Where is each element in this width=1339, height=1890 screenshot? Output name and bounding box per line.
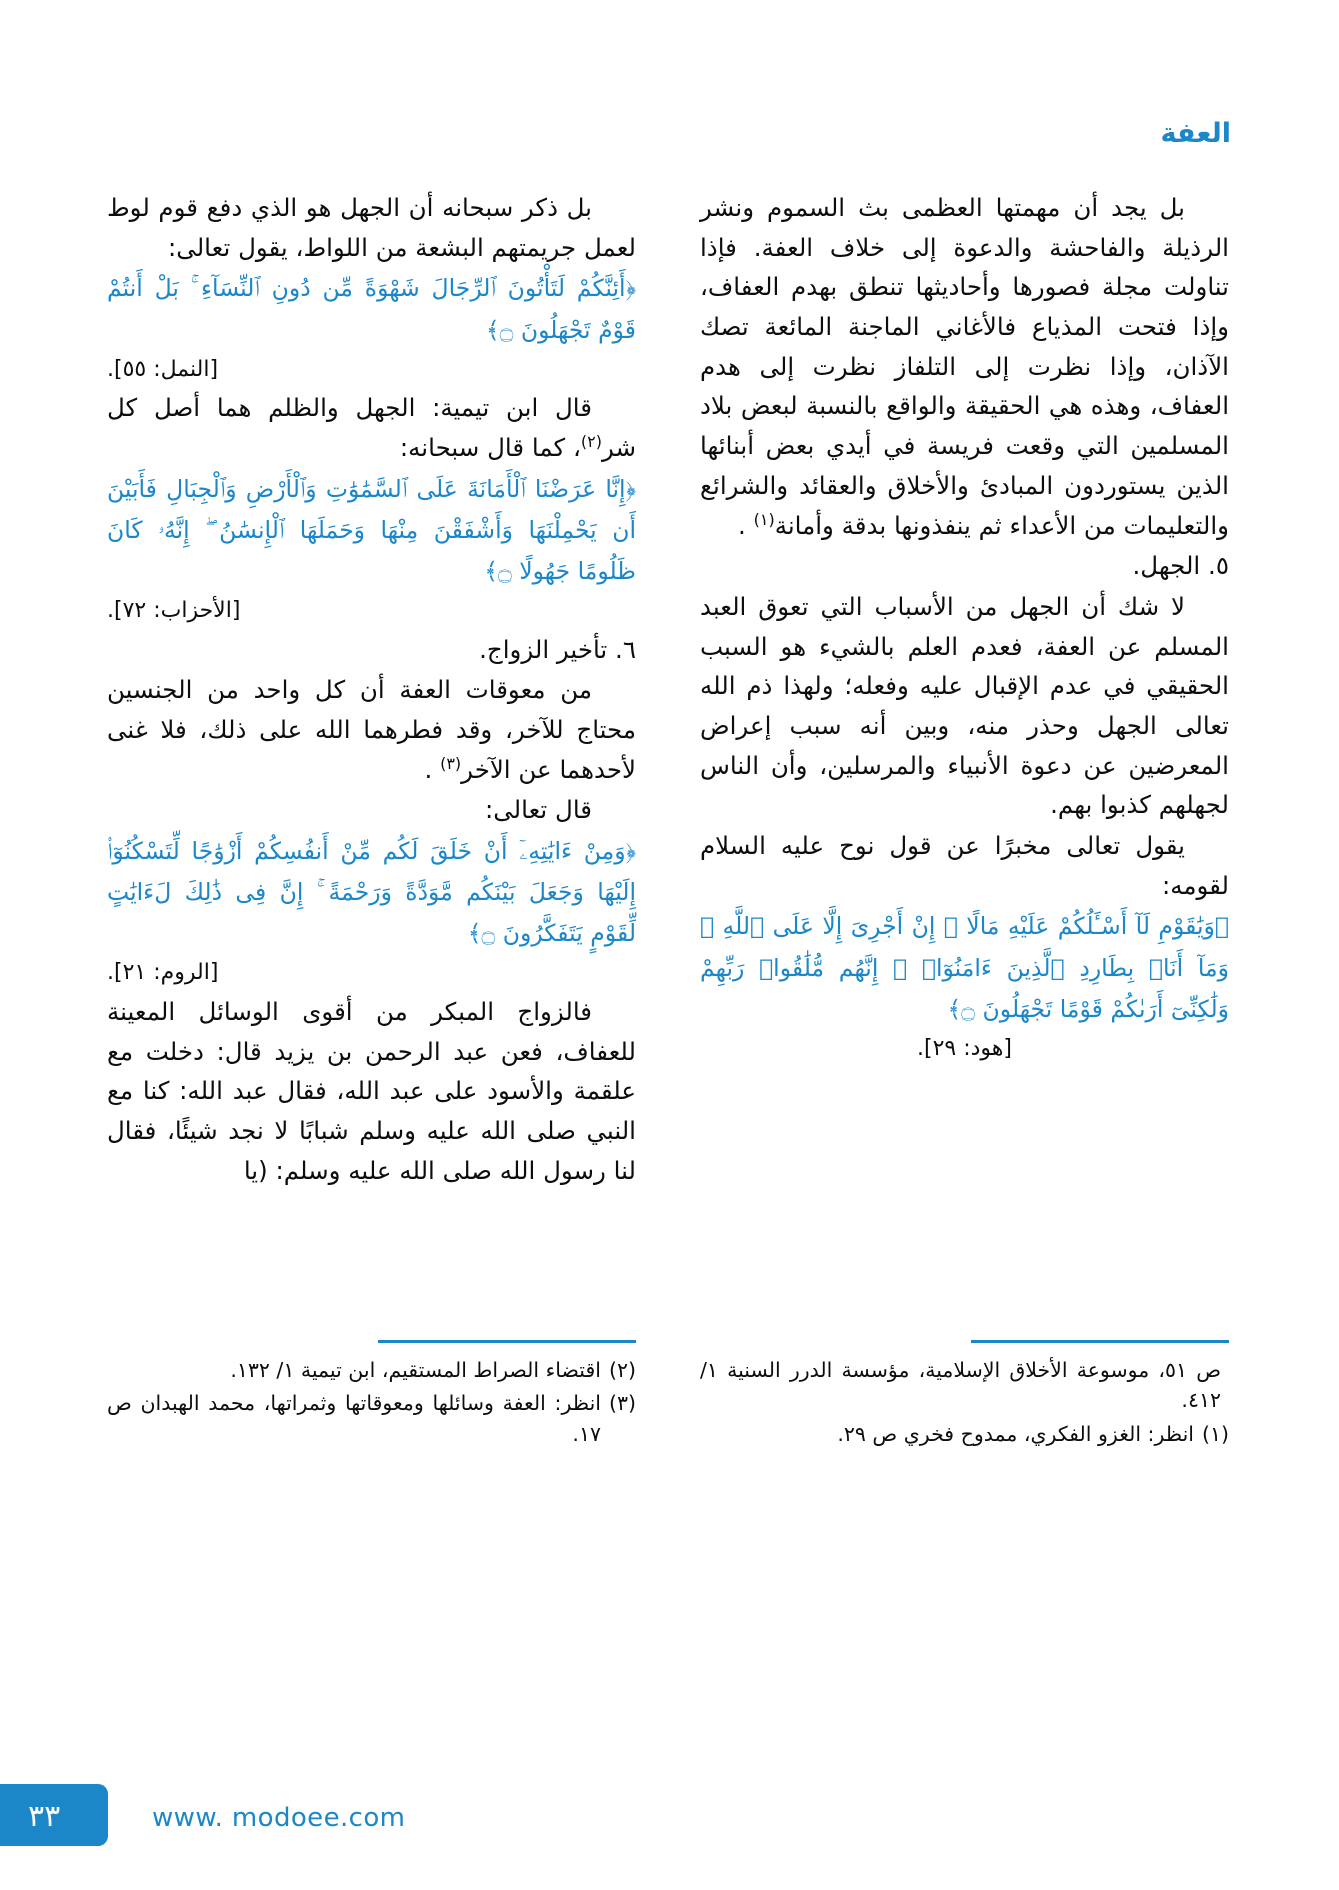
footnote-marker: (١) xyxy=(753,509,775,529)
footnote-item xyxy=(700,1355,1229,1417)
paragraph: لا شك أن الجهل من الأسباب التي تعوق العبد المسلم عن العفة، فعدم العلم بالشيء هو السبب الحقيقي في عدم الإقبال عليه وفعله؛ ولهذا ذم الله تعالى الجهل وحذر منه، وبين أنه سبب إعراض المعرضين عن دعوة الأنبياء والمرسلين، وأن الناس لجهلهم كذبوا بهم. xyxy=(700,591,1229,820)
quran-verse: ﴿أَئِنَّكُمْ لَتَأْتُونَ ٱلرِّجَالَ شَهْوَةً مِّن دُونِ ٱلنِّسَآءِ ۚ بَلْ أَنتُمْ قَوْمٌ تَجْهَلُونَ ۝﴾ xyxy=(107,274,636,344)
page-header xyxy=(111,118,1231,149)
footnote-marker: (٣) xyxy=(440,753,462,773)
verse-reference: [الروم: ٢١]. xyxy=(107,960,219,986)
quran-verse: ﴿وَمِنْ ءَايَٰتِهِۦٓ أَنْ خَلَقَ لَكُم مِّنْ أَنفُسِكُمْ أَزْوَٰجًا لِّتَسْكُنُوٓا۟ إِلَيْهَا وَجَعَلَ بَيْنَكُم مَّوَدَّةً وَرَحْمَةً ۚ إِنَّ فِى ذَٰلِكَ لَءَايَٰتٍ لِّقَوْمٍ يَتَفَكَّرُونَ ۝﴾ xyxy=(107,837,636,948)
page-title: العفة xyxy=(1160,118,1231,149)
footnote-number: (٢) xyxy=(608,1357,636,1382)
paragraph: بل يجد أن مهمتها العظمى بث السموم ونشر الرذيلة والفاحشة والدعوة إلى خلاف العفة. فإذا تناولت مجلة فصورها وأحاديثها تنطق بهدم العفاف، وإذا فتحت المذياع فالأغاني الماجنة المائعة تصك الآذان، وإذا نظرت إلى التلفاز نظرت إلى هدم العفاف، وهذه هي الحقيقة والواقع بالنسبة لبعض بلاد المسلمين التي وقعت فريسة في أيدي بعض أبنائها الذين يستوردون المبادئ والأخلاق والعقائد والشرائع والتعليمات من الأعداء ثم ينفذونها بدقة وأمانة$^{(١)}$ . xyxy=(700,193,1229,540)
site-url[interactable]: www. modoee.com xyxy=(152,1803,406,1833)
footnotes-area xyxy=(107,1340,1229,1453)
footnotes-left xyxy=(107,1340,636,1453)
section-heading: ٦. تأخير الزواج. xyxy=(479,634,636,664)
footnote-text: انظر: العفة وسائلها ومعوقاتها وثمراتها، محمد الهبدان ص ١٧. xyxy=(107,1391,601,1446)
paragraph: بل ذكر سبحانه أن الجهل هو الذي دفع قوم لوط لعمل جريمتهم البشعة من اللواط، يقول تعالى: xyxy=(107,193,636,262)
footnote-number: (١) xyxy=(1201,1422,1229,1446)
footnote-text: اقتضاء الصراط المستقيم، ابن تيمية ١/ ١٣٢. xyxy=(230,1357,601,1382)
footnote-item xyxy=(107,1388,636,1450)
body-columns xyxy=(107,188,1229,1328)
footnote-number: (٣) xyxy=(608,1391,636,1416)
footnote-item xyxy=(107,1355,636,1386)
verse-reference: [هود: ٢٩]. xyxy=(917,1035,1012,1061)
paragraph: قال ابن تيمية: الجهل والظلم هما أصل كل شر$^{(٢)}$، كما قال سبحانه: xyxy=(107,393,636,462)
paragraph: يقول تعالى مخبرًا عن قول نوح عليه السلام لقومه: xyxy=(700,831,1229,900)
footnote-divider xyxy=(971,1340,1229,1343)
column-left xyxy=(107,188,636,1328)
verse-reference: [النمل: ٥٥]. xyxy=(107,356,219,382)
quran-verse: ﴿إِنَّا عَرَضْنَا ٱلْأَمَانَةَ عَلَى ٱلسَّمَٰوَٰتِ وَٱلْأَرْضِ وَٱلْجِبَالِ فَأَبَيْنَ أَن يَحْمِلْنَهَا وَأَشْفَقْنَ مِنْهَا وَحَمَلَهَا ٱلْإِنسَٰنُ ۖ إِنَّهُۥ كَانَ ظَلُومًا جَهُولًا ۝﴾ xyxy=(107,474,636,585)
column-right xyxy=(700,188,1229,1328)
verse-reference: [الأحزاب: ٧٢]. xyxy=(107,598,241,623)
paragraph: قال تعالى: xyxy=(484,795,592,825)
footnote-text: ص ٥١، موسوعة الأخلاق الإسلامية، مؤسسة الدرر السنية ١/ ٤١٢. xyxy=(700,1357,1221,1413)
quran-verse: ﴿وَيَٰقَوْمِ لَآ أَسْـَٔلُكُمْ عَلَيْهِ مَالًا ۖ إِنْ أَجْرِىَ إِلَّا عَلَى ٱللَّهِ ۚ وَمَآ أَنَا۠ بِطَارِدِ ٱلَّذِينَ ءَامَنُوٓا۟ ۚ إِنَّهُم مُّلَٰقُوا۟ رَبِّهِمْ وَلَٰكِنِّىٓ أَرَىٰكُمْ قَوْمًا تَجْهَلُونَ ۝﴾ xyxy=(700,912,1229,1023)
section-heading: ٥. الجهل. xyxy=(1132,551,1229,581)
footnotes-right xyxy=(700,1340,1229,1453)
paragraph: من معوقات العفة أن كل واحد من الجنسين محتاج للآخر، وقد فطرهما الله على ذلك، فلا غنى لأحدهما عن الآخر$^{(٣)}$ . xyxy=(107,675,636,784)
footnote-item xyxy=(700,1419,1229,1450)
footnote-marker: (٢) xyxy=(580,431,602,451)
footnote-divider xyxy=(378,1340,636,1343)
paragraph: فالزواج المبكر من أقوى الوسائل المعينة للعفاف، فعن عبد الرحمن بن يزيد قال: دخلت مع علقمة والأسود على عبد الله، فقال عبد الله: كنا مع النبي صلى الله عليه وسلم شبابًا لا نجد شيئًا، فقال لنا رسول الله صلى الله عليه وسلم: (يا xyxy=(107,997,636,1185)
page-number: ٣٣ xyxy=(28,1799,61,1834)
footnote-text: انظر: الغزو الفكري، ممدوح فخري ص ٢٩. xyxy=(837,1422,1194,1446)
